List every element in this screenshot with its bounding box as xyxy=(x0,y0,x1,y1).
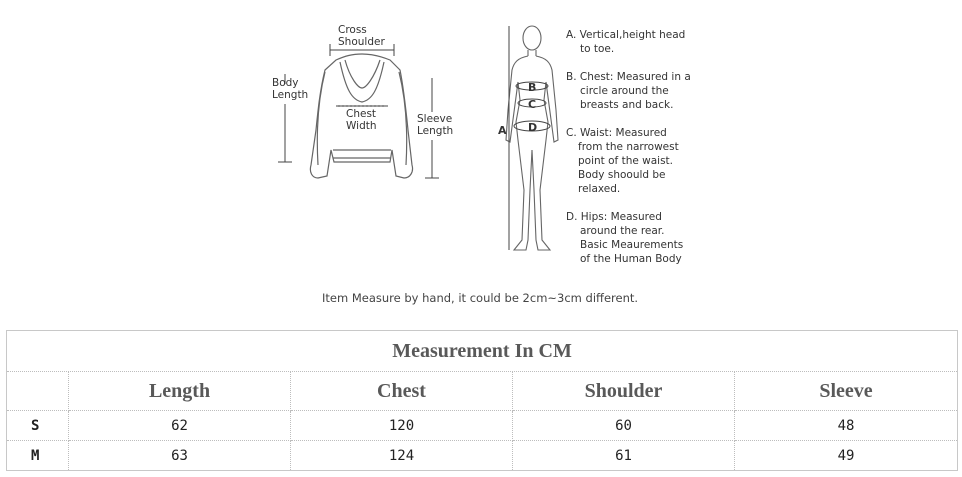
header-chest: Chest xyxy=(291,372,513,411)
body-length-label-line2: Length xyxy=(272,89,309,101)
note-b-line1: B. Chest: Measured in a xyxy=(566,71,691,83)
body-length-label-line1: Body xyxy=(272,77,299,89)
note-a-line2: to toe. xyxy=(580,43,615,55)
length-value: 63 xyxy=(69,441,291,471)
size-table xyxy=(6,330,958,471)
header-sleeve: Sleeve xyxy=(735,372,958,411)
note-d-line3: Basic Meaurements xyxy=(580,239,684,251)
note-d-line1: D. Hips: Measured xyxy=(566,211,662,223)
header-length: Length xyxy=(69,372,291,411)
note-d-line2: around the rear. xyxy=(580,225,665,237)
table-row xyxy=(7,411,958,441)
shoulder-value: 60 xyxy=(513,411,735,441)
note-d-line4: of the Human Body xyxy=(580,253,682,265)
size-chart xyxy=(6,330,957,471)
header-shoulder: Shoulder xyxy=(513,372,735,411)
marker-c: C xyxy=(528,98,537,111)
cross-shoulder-label-line2: Shoulder xyxy=(338,36,385,48)
note-c-line2: from the narrowest xyxy=(578,141,679,153)
marker-b: B xyxy=(528,81,537,94)
note-c-line1: C. Waist: Measured xyxy=(566,127,667,139)
size-label: M xyxy=(7,441,69,471)
note-c-line3: point of the waist. xyxy=(578,155,674,167)
note-b-line3: breasts and back. xyxy=(580,99,674,111)
length-value: 62 xyxy=(69,411,291,441)
measurement-caption: Item Measure by hand, it could be 2cm~3cm different. xyxy=(322,291,639,305)
header-size xyxy=(7,372,69,411)
table-title: Measurement In CM xyxy=(7,331,958,372)
sleeve-value: 48 xyxy=(735,411,958,441)
sleeve-length-label-line1: Sleeve xyxy=(417,113,453,125)
note-c-line4: Body shoould be xyxy=(578,169,666,181)
chest-width-label-line1: Chest xyxy=(346,108,377,120)
chest-value: 124 xyxy=(291,441,513,471)
marker-a: A xyxy=(498,124,507,137)
human-figure-illustration xyxy=(506,26,558,250)
size-label: S xyxy=(7,411,69,441)
measurement-notes xyxy=(566,29,691,265)
table-row xyxy=(7,441,958,471)
note-c-line5: relaxed. xyxy=(578,183,621,195)
sleeve-value: 49 xyxy=(735,441,958,471)
chest-width-label-line2: Width xyxy=(346,120,377,132)
cross-shoulder-label-line1: Cross xyxy=(338,24,367,36)
note-a-line1: A. Vertical,height head xyxy=(566,29,686,41)
sleeve-length-label-line2: Length xyxy=(417,125,454,137)
table-title-row xyxy=(7,331,958,372)
shoulder-value: 61 xyxy=(513,441,735,471)
chest-value: 120 xyxy=(291,411,513,441)
note-b-line2: circle around the xyxy=(580,85,669,97)
marker-d: D xyxy=(528,121,538,134)
body-measure-rings xyxy=(509,26,550,250)
table-header-row xyxy=(7,372,958,411)
